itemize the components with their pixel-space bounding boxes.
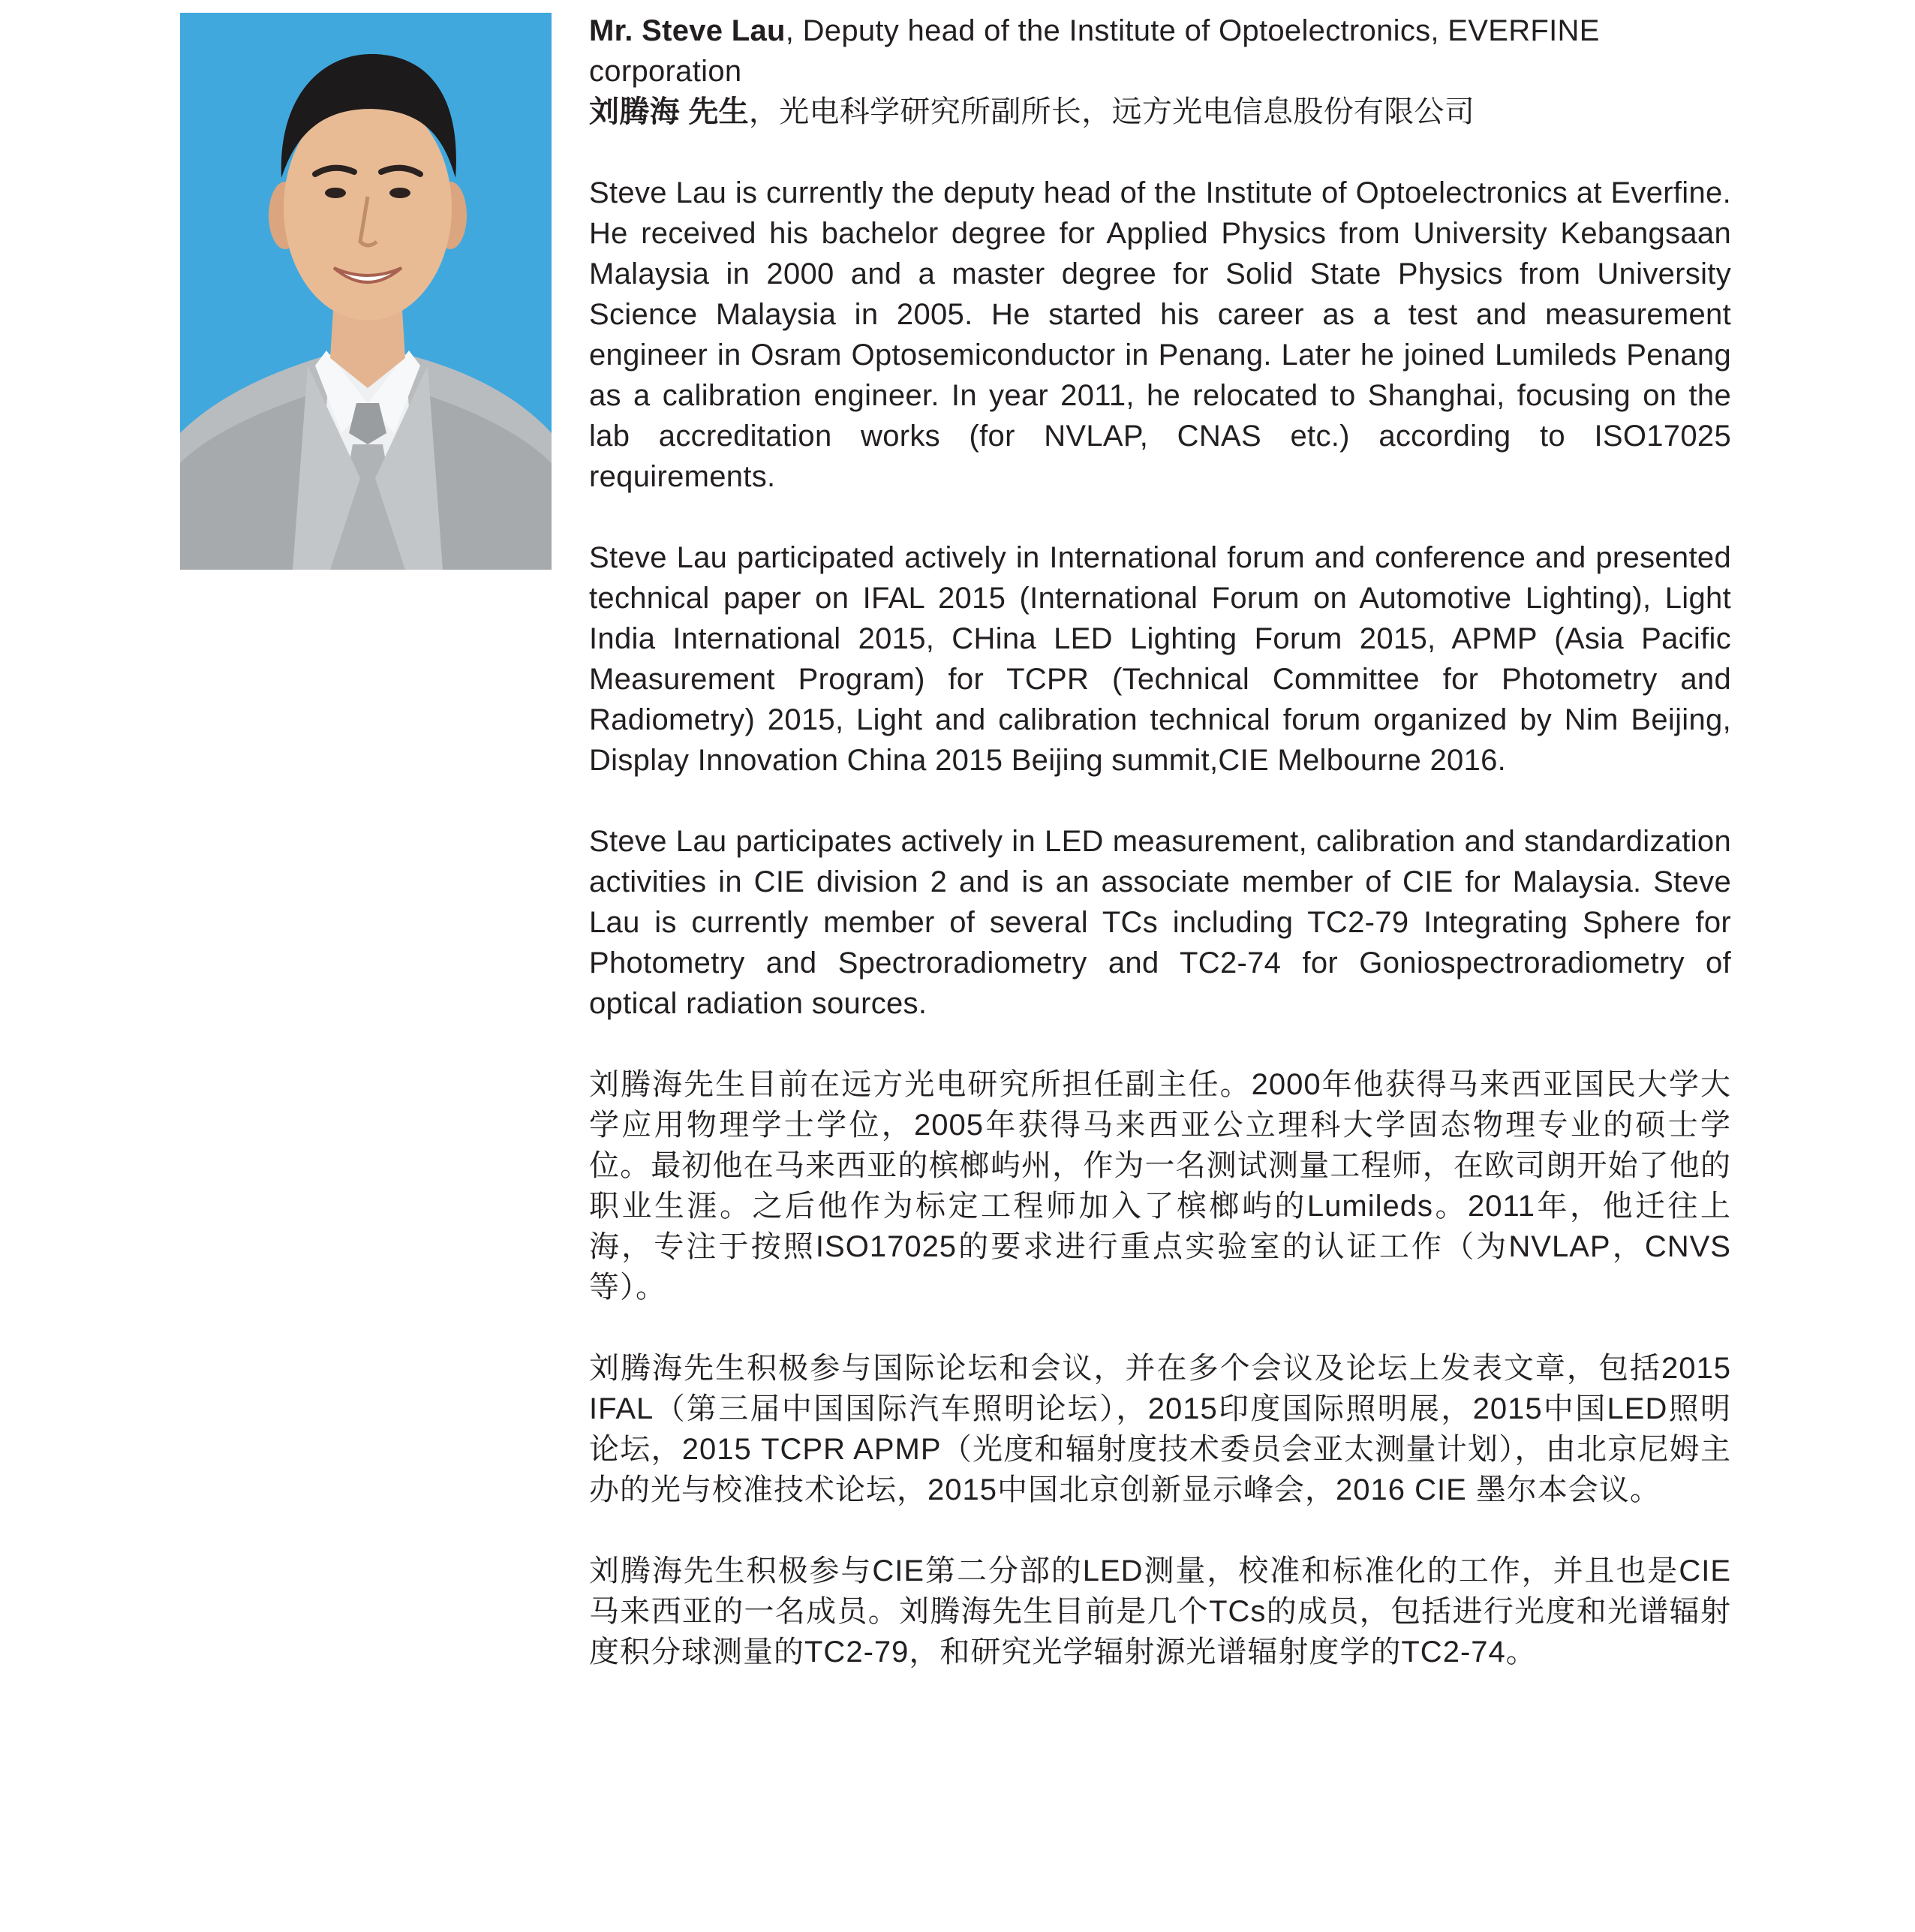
speaker-name-zh: 刘腾海 先生 xyxy=(589,95,749,128)
bio-paragraph-en-3: Steve Lau participates actively in LED measurement, calibration and standardization activities in CIE division 2 and is an associate member of CIE for Malaysia. Steve Lau is currently member of several TCs including TC2-79 Integrating Sphere for Photometry and Spectroradiometry and TC2-74 for Goniospectroradiometry of optical radiation sources. xyxy=(589,825,1731,1020)
speaker-title-en: , Deputy head of the Institute of Optoelectronics, EVERFINE corporation xyxy=(589,14,1600,88)
bio-paragraph-zh-2: 刘腾海先生积极参与国际论坛和会议，并在多个会议及论坛上发表文章，包括2015 IFAL（第三届中国国际汽车照明论坛），2015印度国际照明展，2015中国LED照明论坛，2015 TCPR APMP（光度和辐射度技术委员会亚太测量计划），由北京尼姆主办的光与校准技术论坛，2015中国北京创新显示峰会，2016 CIE 墨尔本会议。 xyxy=(589,1352,1731,1506)
biography-text xyxy=(589,11,1731,1672)
bio-paragraph-zh-3: 刘腾海先生积极参与CIE第二分部的LED测量，校准和标准化的工作，并且也是CIE马来西亚的一名成员。刘腾海先生目前是几个TCs的成员，包括进行光度和光谱辐射度积分球测量的TC2-79，和研究光学辐射源光谱辐射度学的TC2-74。 xyxy=(589,1554,1731,1669)
english-heading xyxy=(589,11,1731,92)
bio-paragraph-en-2: Steve Lau participated actively in International forum and conference and presented technical paper on IFAL 2015 (International Forum on Automotive Lighting), Light India International 2015, CHina LED Lighting Forum 2015, APMP (Asia Pacific Measurement Program) for TCPR (Technical Committee for Photometry and Radiometry) 2015, Light and calibration technical forum organized by Nim Beijing, Display Innovation China 2015 Beijing summit,CIE Melbourne 2016. xyxy=(589,541,1731,777)
portrait-photo xyxy=(180,13,552,570)
speaker-title-zh: ，光电科学研究所副所长，远方光电信息股份有限公司 xyxy=(748,95,1475,128)
speaker-header xyxy=(589,11,1731,132)
chinese-heading xyxy=(589,92,1731,132)
bio-paragraph-zh-1: 刘腾海先生目前在远方光电研究所担任副主任。2000年他获得马来西亚国民大学大学应用物理学士学位，2005年获得马来西亚公立理科大学固态物理专业的硕士学位。最初他在马来西亚的槟榔屿州，作为一名测试测量工程师，在欧司朗开始了他的职业生涯。之后他作为标定工程师加入了槟榔屿的Lumileds。2011年，他迁往上海，专注于按照ISO17025的要求进行重点实验室的认证工作（为NVLAP，CNVS等）。 xyxy=(589,1068,1731,1304)
bio-paragraph-en-1: Steve Lau is currently the deputy head of the Institute of Optoelectronics at Everfine. He received his bachelor degree for Applied Physics from University Kebangsaan Malaysia in 2000 and a master degree for Solid State Physics from University Science Malaysia in 2005. He started his career as a test and measurement engineer in Osram Optosemiconductor in Penang. Later he joined Lumileds Penang as a calibration engineer. In year 2011, he relocated to Shanghai, focusing on the lab accreditation works (for NVLAP, CNAS etc.) according to ISO17025 requirements. xyxy=(589,176,1731,493)
speaker-name-en: Mr. Steve Lau xyxy=(589,14,786,47)
